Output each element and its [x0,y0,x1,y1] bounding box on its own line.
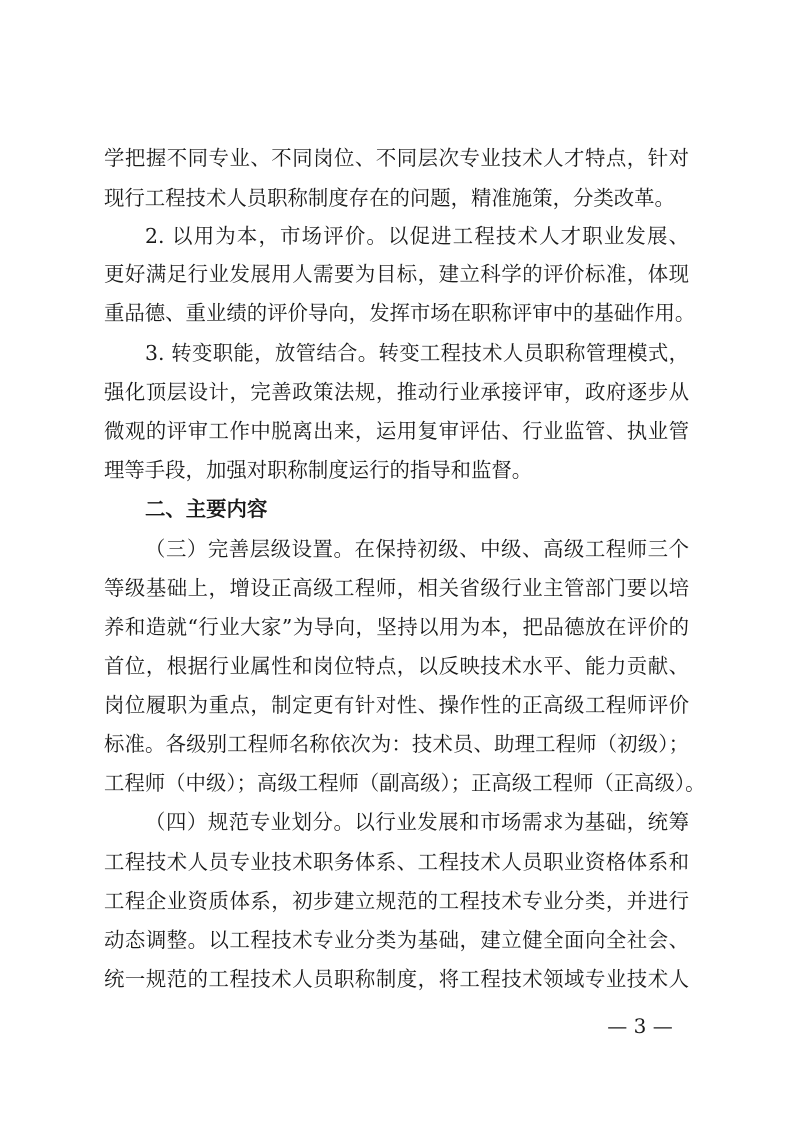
section-heading: 二、主要内容 [145,497,268,521]
text-line: 2. 以用为本，市场评价。以促进工程技术人才职业发展、 [145,224,689,248]
text-line: 统一规范的工程技术人员职称制度，将工程技术领域专业技术人 [104,967,689,991]
text-line: 学把握不同专业、不同岗位、不同层次专业技术人才特点，针对 [104,146,689,170]
text-line: 重品德、重业绩的评价导向，发挥市场在职称评审中的基础作用。 [104,301,696,325]
text-line: 工程师（中级）；高级工程师（副高级）；正高级工程师（正高级）。 [104,771,706,795]
text-line: 岗位履职为重点，制定更有针对性、操作性的正高级工程师评价 [104,693,689,717]
text-line: 现行工程技术人员职称制度存在的问题，精准施策，分类改革。 [104,186,675,210]
text-line: 动态调整。以工程技术专业分类为基础，建立健全面向全社会、 [104,928,689,952]
text-line: 首位，根据行业属性和岗位特点，以反映技术水平、能力贡献、 [104,654,689,678]
text-line: 工程技术人员专业技术职务体系、工程技术人员职业资格体系和 [104,850,689,874]
page-number: — 3 — [607,1014,673,1038]
text-line: （三）完善层级设置。在保持初级、中级、高级工程师三个 [145,537,689,561]
text-line: 养和造就“行业大家”为导向，坚持以用为本，把品德放在评价的 [104,615,689,639]
text-line: 标准。各级别工程师名称依次为：技术员、助理工程师（初级）； [104,732,689,756]
text-line: 微观的评审工作中脱离出来，运用复审评估、行业监管、执业管 [104,419,689,443]
text-line: 3. 转变职能，放管结合。转变工程技术人员职称管理模式， [145,341,689,365]
text-line: 等级基础上，增设正高级工程师，相关省级行业主管部门要以培 [104,576,689,600]
text-line: 更好满足行业发展用人需要为目标，建立科学的评价标准，体现 [104,262,689,286]
text-line: 理等手段，加强对职称制度运行的指导和监督。 [104,458,533,482]
text-line: 工程企业资质体系，初步建立规范的工程技术专业分类，并进行 [104,889,689,913]
text-line: 强化顶层设计，完善政策法规，推动行业承接评审，政府逐步从 [104,380,689,404]
text-line: （四）规范专业划分。以行业发展和市场需求为基础，统筹 [145,810,689,834]
